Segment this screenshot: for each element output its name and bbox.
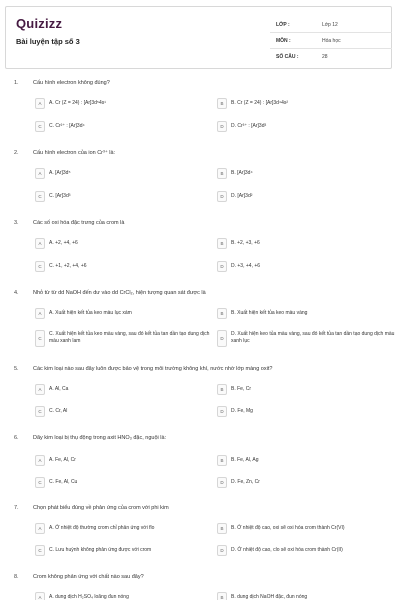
meta-label: LỚP : — [276, 22, 290, 28]
option-a[interactable] — [35, 308, 205, 320]
question-number: 8. — [14, 574, 19, 580]
question-text: Dãy kim loại bị thụ động trong axit HNO₃ đặc, nguội là: — [33, 435, 167, 441]
option-letter: A — [35, 238, 45, 249]
option-c[interactable] — [35, 121, 205, 133]
option-a[interactable] — [35, 98, 205, 110]
option-text: C. Cr, Al — [49, 408, 68, 414]
question-number: 5. — [14, 366, 19, 372]
option-letter: C — [35, 477, 45, 488]
meta-label: SỐ CÂU : — [276, 54, 299, 60]
option-text: D. Xuất hiện keo tủa màu vàng, sau đó kết tủa tan dần tạo dung dịch màu xanh lục — [231, 331, 395, 344]
option-text: A. Ở nhiệt độ thường crom chỉ phản ứng với flo — [49, 525, 155, 531]
option-text: C. Xuất hiện kết tủa keo màu vàng, sau đó kết tủa tan dần tạo dung dịch màu xanh lam — [49, 331, 210, 344]
option-b[interactable] — [217, 455, 392, 467]
option-a[interactable] — [35, 168, 205, 180]
question-text: Crom không phản ứng với chất nào sau đây? — [33, 574, 144, 580]
meta-count-row — [270, 49, 392, 65]
option-a[interactable] — [35, 523, 205, 535]
option-letter: A — [35, 523, 45, 534]
option-letter: A — [35, 455, 45, 466]
option-text: C. Lưu huỳnh không phản ứng được với crom — [49, 547, 152, 553]
option-letter: A — [35, 168, 45, 179]
option-letter: C — [35, 191, 45, 202]
option-letter: D — [217, 121, 227, 132]
question-text: Cấu hình electron không đúng? — [33, 80, 110, 86]
option-d[interactable] — [217, 406, 392, 418]
quizizz-logo: Quizizz — [16, 16, 63, 31]
option-d[interactable] — [217, 477, 392, 489]
option-letter: B — [217, 455, 227, 466]
option-a[interactable] — [35, 384, 205, 396]
option-text: D. [Ar]3d² — [231, 193, 253, 199]
option-letter: B — [217, 98, 227, 109]
option-letter: D — [217, 261, 227, 272]
option-text: B. dung dịch NaOH đặc, đun nóng — [231, 594, 308, 600]
option-letter: A — [35, 592, 45, 600]
meta-class-row — [270, 17, 392, 33]
option-b[interactable] — [217, 592, 392, 600]
option-letter: B — [217, 523, 227, 534]
option-c[interactable] — [35, 191, 205, 203]
option-b[interactable] — [217, 168, 392, 180]
option-letter: C — [35, 545, 45, 556]
option-text: B. Ở nhiệt độ cao, oxi sẽ oxi hóa crom thành Cr(VI) — [231, 525, 345, 531]
option-letter: C — [35, 330, 45, 347]
option-b[interactable] — [217, 308, 392, 320]
option-text: D. +3, +4, +6 — [231, 263, 261, 269]
option-a[interactable] — [35, 238, 205, 250]
option-text: C. Cr²⁺ : [Ar]3d⁴ — [49, 123, 85, 129]
option-a[interactable] — [35, 455, 205, 467]
option-letter: D — [217, 545, 227, 556]
meta-value: 28 — [322, 54, 328, 60]
option-b[interactable] — [217, 238, 392, 250]
option-letter: A — [35, 98, 45, 109]
option-text: B. Cr (Z = 24) : [Ar]3d⁴4s² — [231, 100, 289, 106]
meta-value: Lớp 12 — [322, 22, 338, 28]
meta-subject-row — [270, 33, 392, 49]
option-c[interactable] — [35, 545, 205, 557]
question-number: 4. — [14, 290, 19, 296]
option-text: B. +2, +3, +6 — [231, 240, 260, 246]
meta-value: Hóa học — [322, 38, 341, 44]
question-text: Các số oxi hóa đặc trưng của crom là — [33, 220, 125, 226]
option-letter: D — [217, 330, 227, 347]
question-text: Các kim loại nào sau đây luôn được bảo vệ trong môi trường không khí, nước nhờ lớp màng oxit? — [33, 366, 273, 372]
option-text: B. Fe, Cr — [231, 386, 252, 392]
option-c[interactable] — [35, 477, 205, 489]
option-text: C. Fe, Al, Cu — [49, 479, 78, 485]
option-c[interactable] — [35, 261, 205, 273]
option-letter: C — [35, 406, 45, 417]
option-letter: D — [217, 191, 227, 202]
option-text: A. +2, +4, +6 — [49, 240, 78, 246]
option-c[interactable] — [35, 330, 210, 348]
option-d[interactable] — [217, 330, 395, 348]
option-letter: C — [35, 121, 45, 132]
option-text: D. Fe, Zn, Cr — [231, 479, 260, 485]
option-letter: D — [217, 477, 227, 488]
question-text: Chọn phát biểu đúng về phản ứng của crom với phi kim — [33, 505, 169, 511]
worksheet-header — [5, 6, 392, 69]
option-b[interactable] — [217, 384, 392, 396]
option-text: C. [Ar]3d³ — [49, 193, 71, 199]
option-letter: B — [217, 168, 227, 179]
question-number: 6. — [14, 435, 19, 441]
worksheet-title: Bài luyện tập số 3 — [16, 37, 80, 46]
option-text: B. Fe, Al, Ag — [231, 457, 259, 463]
question-number: 3. — [14, 220, 19, 226]
option-letter: B — [217, 592, 227, 600]
option-letter: B — [217, 238, 227, 249]
option-text: C. +1, +2, +4, +6 — [49, 263, 87, 269]
option-text: B. [Ar]3d⁴ — [231, 170, 253, 176]
option-d[interactable] — [217, 191, 392, 203]
option-d[interactable] — [217, 121, 392, 133]
option-text: B. Xuất hiện kết tủa keo màu vàng — [231, 310, 308, 316]
option-letter: B — [217, 308, 227, 319]
question-number: 1. — [14, 80, 19, 86]
option-text: A. dung dịch H₂SO₄ loãng đun nóng — [49, 594, 129, 600]
option-text: D. Ở nhiệt độ cao, clo sẽ oxi hóa crom thành Cr(II) — [231, 547, 343, 553]
option-d[interactable] — [217, 261, 392, 273]
option-text: D. Cr³⁺ : [Ar]3d³ — [231, 123, 267, 129]
option-letter: A — [35, 384, 45, 395]
option-letter: A — [35, 308, 45, 319]
option-text: A. Fe, Al, Cr — [49, 457, 76, 463]
option-letter: D — [217, 406, 227, 417]
option-text: A. Cr (Z = 24) : [Ar]3d⁵4s¹ — [49, 100, 106, 106]
option-b[interactable] — [217, 523, 392, 535]
option-letter: B — [217, 384, 227, 395]
option-d[interactable] — [217, 545, 392, 557]
option-text: A. Xuất hiện kết tủa keo màu lục xám — [49, 310, 132, 316]
option-a[interactable] — [35, 592, 205, 600]
option-text: A. Al, Ca — [49, 386, 69, 392]
option-text: D. Fe, Mg — [231, 408, 253, 414]
question-text: Nhỏ từ từ dd NaOH đến dư vào dd CrCl₂, hiện tượng quan sát được là — [33, 290, 206, 296]
question-number: 2. — [14, 150, 19, 156]
option-b[interactable] — [217, 98, 392, 110]
question-text: Cấu hình electron của ion Cr³⁺ là: — [33, 150, 116, 156]
option-c[interactable] — [35, 406, 205, 418]
question-number: 7. — [14, 505, 19, 511]
meta-label: MÔN : — [276, 38, 291, 44]
option-letter: C — [35, 261, 45, 272]
option-text: A. [Ar]3d⁵ — [49, 170, 71, 176]
